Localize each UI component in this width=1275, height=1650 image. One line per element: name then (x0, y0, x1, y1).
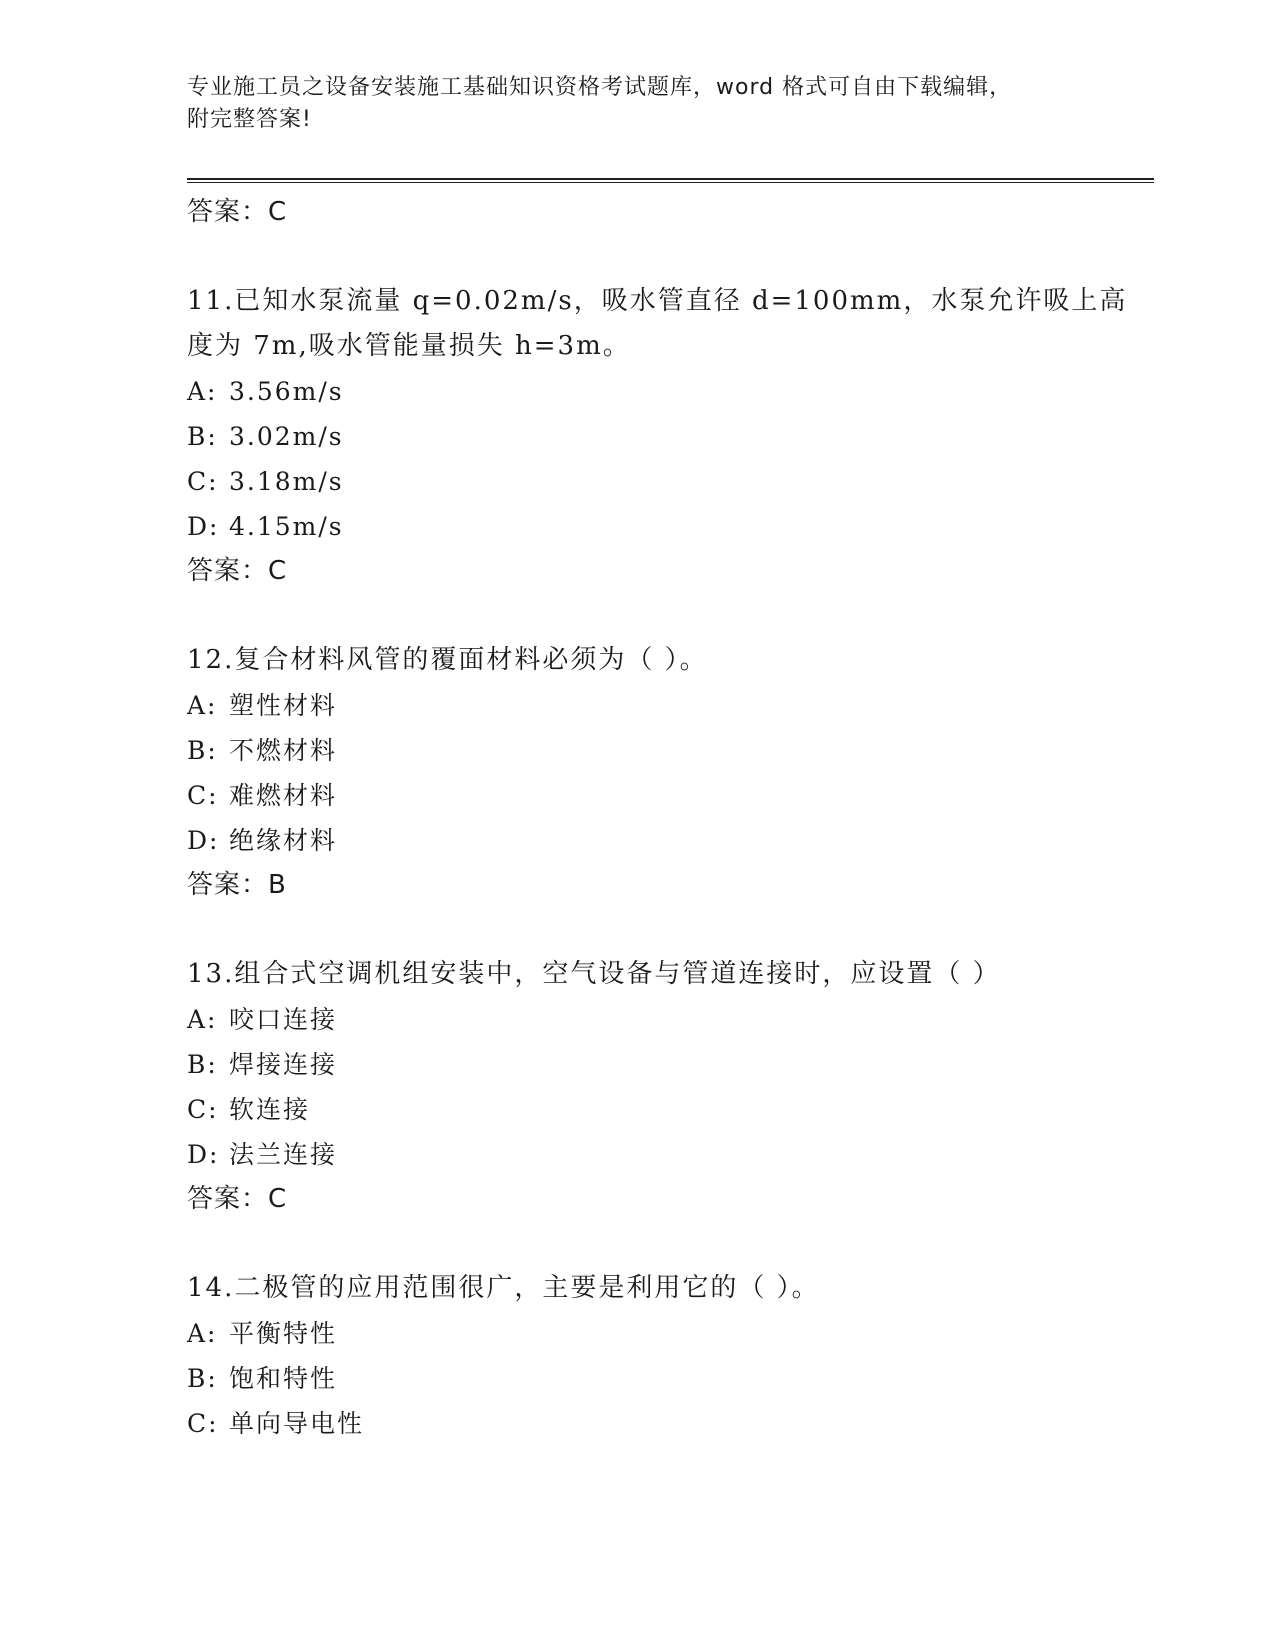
option-c (187, 1087, 1147, 1132)
answer: 答案：B (187, 870, 287, 900)
question-stem: 13.组合式空调机组安装中，空气设备与管道连接时，应设置（ ） (187, 959, 1001, 989)
header-line-2: 附完整答案! (187, 107, 312, 132)
option-d (187, 818, 1147, 863)
option-key: A: (187, 377, 218, 406)
option-d (187, 1132, 1147, 1177)
question-stem-line-2: 度为 7m,吸水管能量损失 h=3m。 (187, 331, 631, 361)
option-b (187, 728, 1147, 773)
option-text: 绝缘材料 (229, 826, 338, 855)
option-c (187, 459, 1147, 504)
option-c (187, 773, 1147, 818)
option-b (187, 1042, 1147, 1087)
question-11 (187, 279, 1147, 594)
option-d (187, 504, 1147, 549)
option-text: 3.18m/s (229, 467, 344, 496)
option-key: C: (187, 781, 219, 810)
option-text: 法兰连接 (229, 1140, 338, 1169)
question-13 (187, 952, 1147, 1222)
option-c (187, 1401, 1147, 1446)
option-text: 4.15m/s (229, 512, 344, 541)
option-key: D: (187, 512, 220, 541)
option-a (187, 1311, 1147, 1356)
option-text: 塑性材料 (229, 691, 338, 720)
option-a (187, 683, 1147, 728)
option-key: B: (187, 1364, 218, 1393)
option-key: B: (187, 736, 218, 765)
option-text: 单向导电性 (229, 1409, 365, 1438)
option-key: B: (187, 1050, 218, 1079)
previous-answer: 答案：C (187, 197, 288, 227)
question-stem (187, 279, 1147, 369)
question-list (187, 190, 1147, 1446)
option-text: 难燃材料 (229, 781, 338, 810)
option-key: B: (187, 422, 218, 451)
option-text: 3.56m/s (229, 377, 344, 406)
option-b (187, 414, 1147, 459)
option-text: 饱和特性 (229, 1364, 338, 1393)
question-14 (187, 1266, 1147, 1446)
header-line-1: 专业施工员之设备安装施工基础知识资格考试题库，word 格式可自由下载编辑， (187, 75, 1013, 100)
option-key: A: (187, 691, 218, 720)
option-key: C: (187, 1095, 219, 1124)
option-b (187, 1356, 1147, 1401)
option-a (187, 369, 1147, 414)
option-text: 软连接 (229, 1095, 311, 1124)
document-header (187, 72, 1067, 136)
option-text: 焊接连接 (229, 1050, 338, 1079)
option-a (187, 997, 1147, 1042)
question-stem: 14.二极管的应用范围很广，主要是利用它的（ ）。 (187, 1273, 820, 1303)
option-key: A: (187, 1005, 218, 1034)
answer: 答案：C (187, 1184, 288, 1214)
option-text: 咬口连接 (229, 1005, 338, 1034)
option-key: C: (187, 1409, 219, 1438)
option-text: 不燃材料 (229, 736, 338, 765)
option-text: 平衡特性 (229, 1319, 338, 1348)
option-text: 3.02m/s (229, 422, 344, 451)
question-stem-line-1: 11.已知水泵流量 q=0.02m/s，吸水管直径 d=100mm，水泵允许吸上高 (187, 286, 1128, 316)
option-key: C: (187, 467, 219, 496)
question-12 (187, 638, 1147, 908)
header-divider (187, 178, 1154, 183)
option-key: A: (187, 1319, 218, 1348)
option-key: D: (187, 1140, 220, 1169)
question-stem: 12.复合材料风管的覆面材料必须为（ ）。 (187, 645, 708, 675)
option-key: D: (187, 826, 220, 855)
answer: 答案：C (187, 556, 288, 586)
